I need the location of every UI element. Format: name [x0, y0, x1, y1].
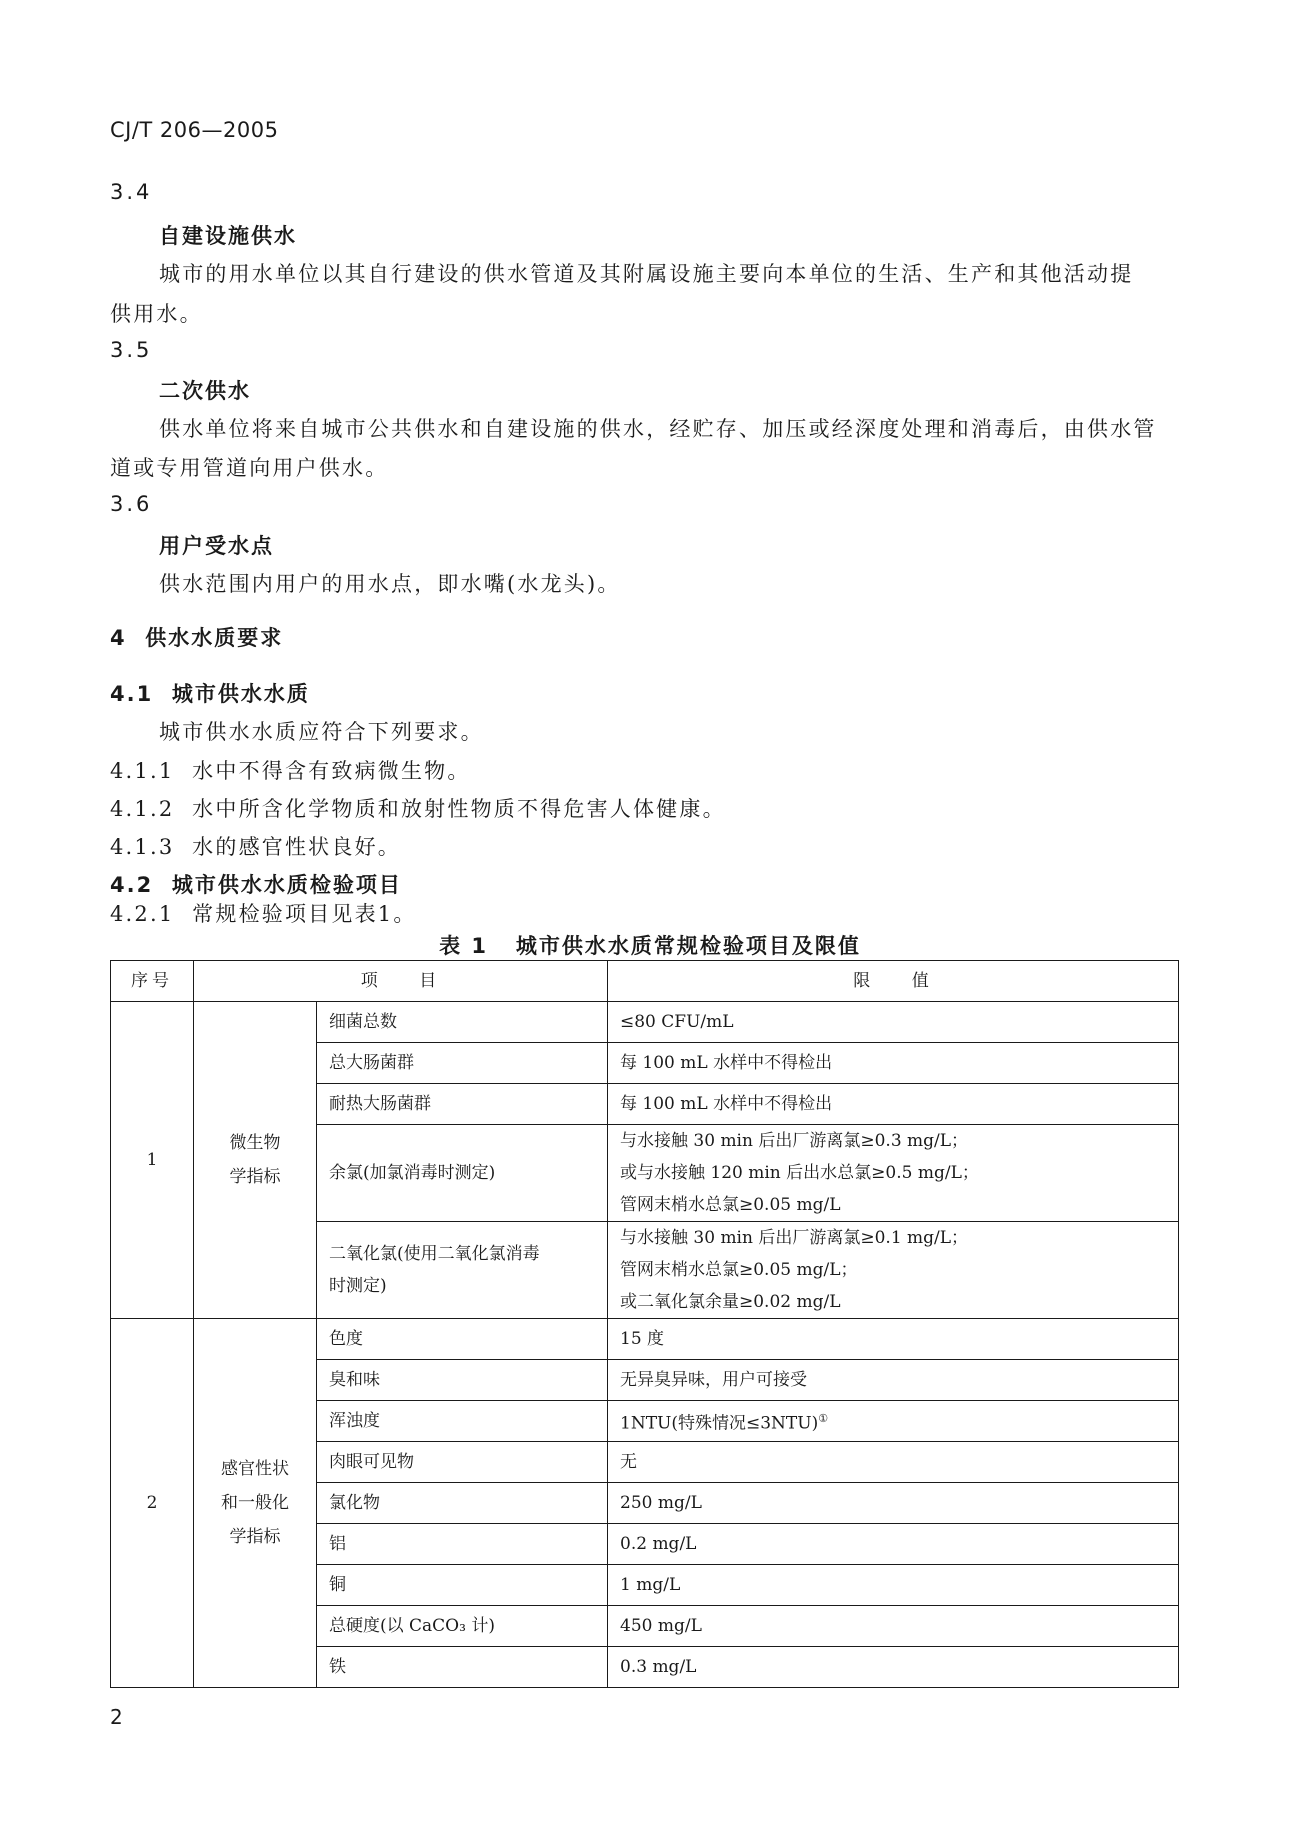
limit-line: 或与水接触 120 min 后出水总氯≥0.5 mg/L； [620, 1163, 979, 1183]
item-cell: 铜 [317, 1565, 608, 1606]
item-cell: 肉眼可见物 [317, 1442, 608, 1483]
item-cell: 铁 [317, 1647, 608, 1688]
limit-cell: ≤80 CFU/mL [608, 1002, 1179, 1043]
item-cell [317, 1222, 608, 1319]
limit-cell [608, 1222, 1179, 1319]
item-cell: 铝 [317, 1524, 608, 1565]
group2-category-line3: 学指标 [229, 1527, 281, 1547]
definition-3-5-line2: 道或专用管道向用户供水。 [110, 456, 389, 480]
definition-3-4-line2: 供用水。 [110, 302, 203, 326]
limit-cell: 250 mg/L [608, 1483, 1179, 1524]
group1-seq: 1 [111, 1002, 194, 1319]
section-heading-4-2: 4.2 城市供水水质检验项目 [110, 873, 402, 897]
water-quality-table [110, 960, 1179, 1688]
limit-line: 管网末梢水总氯≥0.05 mg/L； [620, 1260, 858, 1280]
limit-cell [608, 1401, 1179, 1442]
limit-text: 1NTU(特殊情况≤3NTU) [620, 1413, 819, 1434]
item-cell: 总硬度(以 CaCO₃ 计) [317, 1606, 608, 1647]
item-cell: 浑浊度 [317, 1401, 608, 1442]
clause-number-3-6: 3.6 [110, 492, 153, 516]
group2-category-line2: 和一般化 [221, 1493, 289, 1513]
limit-cell: 无异臭异味，用户可接受 [608, 1360, 1179, 1401]
item-cell: 色度 [317, 1319, 608, 1360]
item-cell: 氯化物 [317, 1483, 608, 1524]
limit-line: 管网末梢水总氯≥0.05 mg/L [620, 1195, 841, 1215]
limit-cell [608, 1125, 1179, 1222]
section-4-1-intro: 城市供水水质应符合下列要求。 [159, 720, 484, 744]
limit-line: 与水接触 30 min 后出厂游离氯≥0.3 mg/L； [620, 1131, 969, 1151]
header-limit: 限 值 [608, 961, 1179, 1002]
definition-3-5-line1: 供水单位将来自城市公共供水和自建设施的供水，经贮存、加压或经深度处理和消毒后，由供水管 [159, 417, 1157, 441]
limit-cell: 15 度 [608, 1319, 1179, 1360]
table-title: 表 1 城市供水水质常规检验项目及限值 [439, 934, 861, 958]
item-cell: 余氯(加氯消毒时测定) [317, 1125, 608, 1222]
limit-cell: 0.2 mg/L [608, 1524, 1179, 1565]
clause-4-2-1: 4.2.1 常规检验项目见表1。 [110, 902, 417, 926]
limit-cell: 每 100 mL 水样中不得检出 [608, 1043, 1179, 1084]
clause-4-1-1: 4.1.1 水中不得含有致病微生物。 [110, 759, 471, 783]
footnote-marker: ① [818, 1411, 829, 1425]
standard-code: CJ/T 206—2005 [110, 118, 279, 142]
definition-3-6-line1: 供水范围内用户的用水点，即水嘴(水龙头)。 [159, 572, 621, 596]
header-item: 项 目 [194, 961, 608, 1002]
limit-cell: 1 mg/L [608, 1565, 1179, 1606]
group1-category-line2: 学指标 [229, 1167, 281, 1187]
limit-cell: 每 100 mL 水样中不得检出 [608, 1084, 1179, 1125]
item-cell: 臭和味 [317, 1360, 608, 1401]
page-number: 2 [110, 1705, 123, 1729]
term-3-6: 用户受水点 [159, 534, 274, 558]
group2-category-line1: 感官性状 [221, 1459, 289, 1479]
group2-seq: 2 [111, 1319, 194, 1688]
group1-category [194, 1002, 317, 1319]
clause-number-3-4: 3.4 [110, 180, 153, 204]
header-seq: 序号 [111, 961, 194, 1002]
item-cell: 总大肠菌群 [317, 1043, 608, 1084]
limit-cell: 0.3 mg/L [608, 1647, 1179, 1688]
clause-4-1-2: 4.1.2 水中所含化学物质和放射性物质不得危害人体健康。 [110, 797, 726, 821]
group1-category-line1: 微生物 [229, 1133, 281, 1153]
item-line: 二氧化氯(使用二氧化氯消毒 [329, 1244, 540, 1264]
section-heading-4-1: 4.1 城市供水水质 [110, 682, 310, 706]
limit-cell: 无 [608, 1442, 1179, 1483]
table-row [111, 1002, 1179, 1043]
limit-line: 或二氧化氯余量≥0.02 mg/L [620, 1292, 841, 1312]
item-cell: 耐热大肠菌群 [317, 1084, 608, 1125]
clause-number-3-5: 3.5 [110, 338, 153, 362]
table-row [111, 1319, 1179, 1360]
term-3-5: 二次供水 [159, 379, 251, 403]
item-cell: 细菌总数 [317, 1002, 608, 1043]
section-heading-4: 4 供水水质要求 [110, 626, 284, 650]
clause-4-1-3: 4.1.3 水的感官性状良好。 [110, 835, 401, 859]
limit-cell: 450 mg/L [608, 1606, 1179, 1647]
group2-category [194, 1319, 317, 1688]
limit-line: 与水接触 30 min 后出厂游离氯≥0.1 mg/L； [620, 1228, 969, 1248]
definition-3-4-line1: 城市的用水单位以其自行建设的供水管道及其附属设施主要向本单位的生活、生产和其他活动提 [159, 262, 1134, 286]
term-3-4: 自建设施供水 [159, 224, 297, 248]
table-header-row [111, 961, 1179, 1002]
item-line: 时测定) [329, 1276, 387, 1296]
